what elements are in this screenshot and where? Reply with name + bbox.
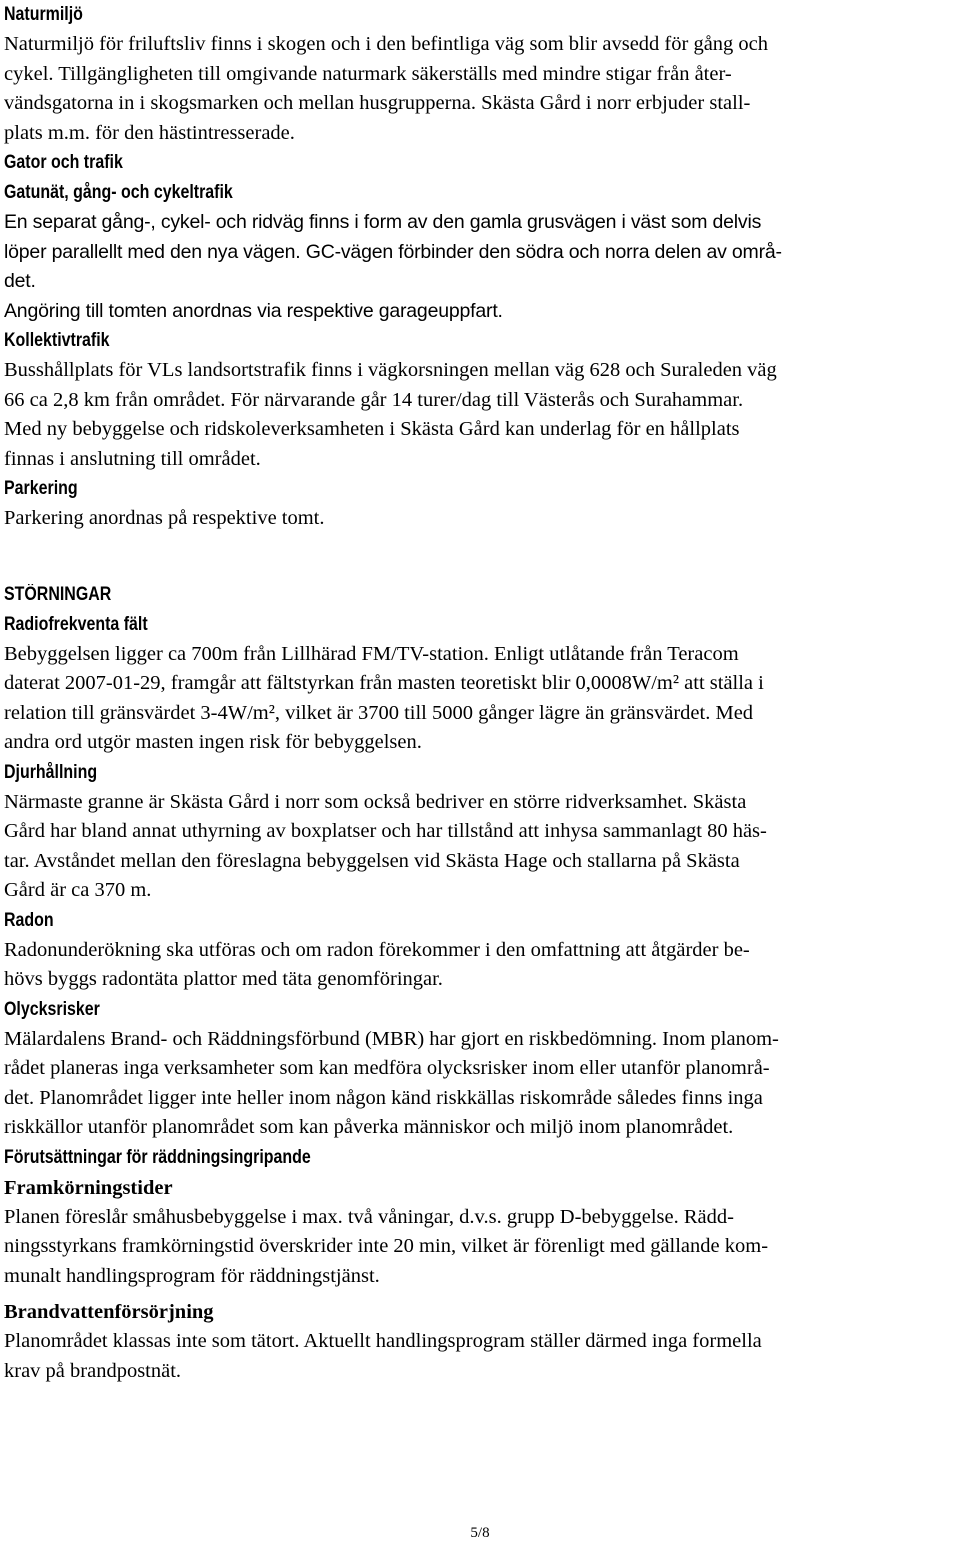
heading-gator-och-trafik: Gator och trafik: [4, 152, 123, 173]
heading-radiofrekventa-falt: Radiofrekventa fält: [4, 613, 148, 635]
heading-storningar: STÖRNINGAR: [4, 583, 112, 605]
paragraph-kollektivtrafik: Busshållplats för VLs landsortstrafik finns i vägkorsningen mellan väg 628 och Suraleden väg 66 ca 2,8 km från området. För närvarande går 14 turer/dag till Västerås och Surahammar. Med ny bebyggelse och ridskoleverksamheten i Skästa Gård kan underlag för en hållplats finnas i anslutning till området.: [4, 359, 777, 470]
paragraph-olycksrisker: Mälardalens Brand- och Räddningsförbund (MBR) har gjort en riskbedömning. Inom planom- rådet planeras inga verksamheter som kan medföra olycksrisker inom eller utanför planområ- det. Planområdet ligger inte heller inom någon känd riskkällas riskområde således finns inga riskkällor utanför planområdet som kan påverka människor och miljö inom planområdet.: [4, 1027, 779, 1138]
paragraph-angoring: Angöring till tomten anordnas via respektive garageuppfart.: [4, 299, 503, 322]
heading-radon: Radon: [4, 909, 54, 931]
paragraph-parkering: Parkering anordnas på respektive tomt.: [4, 507, 325, 529]
paragraph-radon: Radonunderökning ska utföras och om radon förekommer i den omfattning att åtgärder be- hövs byggs radontäta plattor med täta genomföringar.: [4, 938, 750, 990]
document-page: [4, 0, 948, 1386]
paragraph-naturmiljo: Naturmiljö för friluftsliv finns i skogen och i den befintliga väg som blir avsedd för gång och cykel. Tillgängligheten till omgivande naturmark säkerställs med mindre stigar från åter- vändsgatorna in i skogsmarken och mellan husgrupperna. Skästa Gård i norr erbjuder stall- plats m.m. för den hästintresserade.: [4, 33, 769, 144]
paragraph-radiofrekventa-falt: Bebyggelsen ligger ca 700m från Lillhärad FM/TV-station. Enligt utlåtande från Teracom daterat 2007-01-29, framgår att fältstyrkan från masten teoretiskt blir 0,0008W/m² att ställa i relation till gränsvärdet 3-4W/m², vilket är 3700 till 5000 gånger lägre än gränsvärdet. Med andra ord utgör masten ingen risk för bebyggelsen.: [4, 642, 764, 753]
heading-djurhallning: Djurhållning: [4, 761, 98, 783]
paragraph-framkorningstider: Planen föreslår småhusbebyggelse i max. två våningar, d.v.s. grupp D-bebyggelse. Rädd- ningsstyrkans framkörningstid överskrider inte 20 min, vilket är förenligt med gällande kom- munalt handlingsprogram för räddningstjänst.: [4, 1205, 769, 1287]
heading-olycksrisker: Olycksrisker: [4, 998, 100, 1020]
heading-naturmiljo: Naturmiljö: [4, 4, 83, 25]
heading-raddningsingripande: Förutsättningar för räddningsingripande: [4, 1146, 311, 1168]
paragraph-gang-cykel: En separat gång-, cykel- och ridväg finns i form av den gamla grusvägen i väst som delvis löper parallellt med den nya vägen. GC-vägen förbinder den södra och norra delen av områ- det.: [4, 211, 782, 292]
subheading-gatunat: Gatunät, gång- och cykeltrafik: [4, 182, 233, 203]
section-spacer: [4, 534, 948, 580]
paragraph-djurhallning: Närmaste granne är Skästa Gård i norr som också bedriver en större ridverksamhet. Skästa Gård har bland annat uthyrning av boxplatser och har tillstånd att inhysa sammanlagt 80 häs- tar. Avståndet mellan den föreslagna bebyggelsen vid Skästa Hage och stallarna på Skästa Gård är ca 370 m.: [4, 790, 767, 901]
heading-kollektivtrafik: Kollektivtrafik: [4, 330, 110, 351]
heading-parkering: Parkering: [4, 478, 78, 499]
paragraph-brandvattenforsorjning: Planområdet klassas inte som tätort. Aktuellt handlingsprogram ställer därmed inga formella krav på brandpostnät.: [4, 1330, 762, 1382]
heading-brandvattenforsorjning: Brandvattenförsörjning: [4, 1301, 214, 1323]
page-number: 5/8: [470, 1525, 490, 1541]
heading-framkorningstider: Framkörningstider: [4, 1176, 173, 1199]
